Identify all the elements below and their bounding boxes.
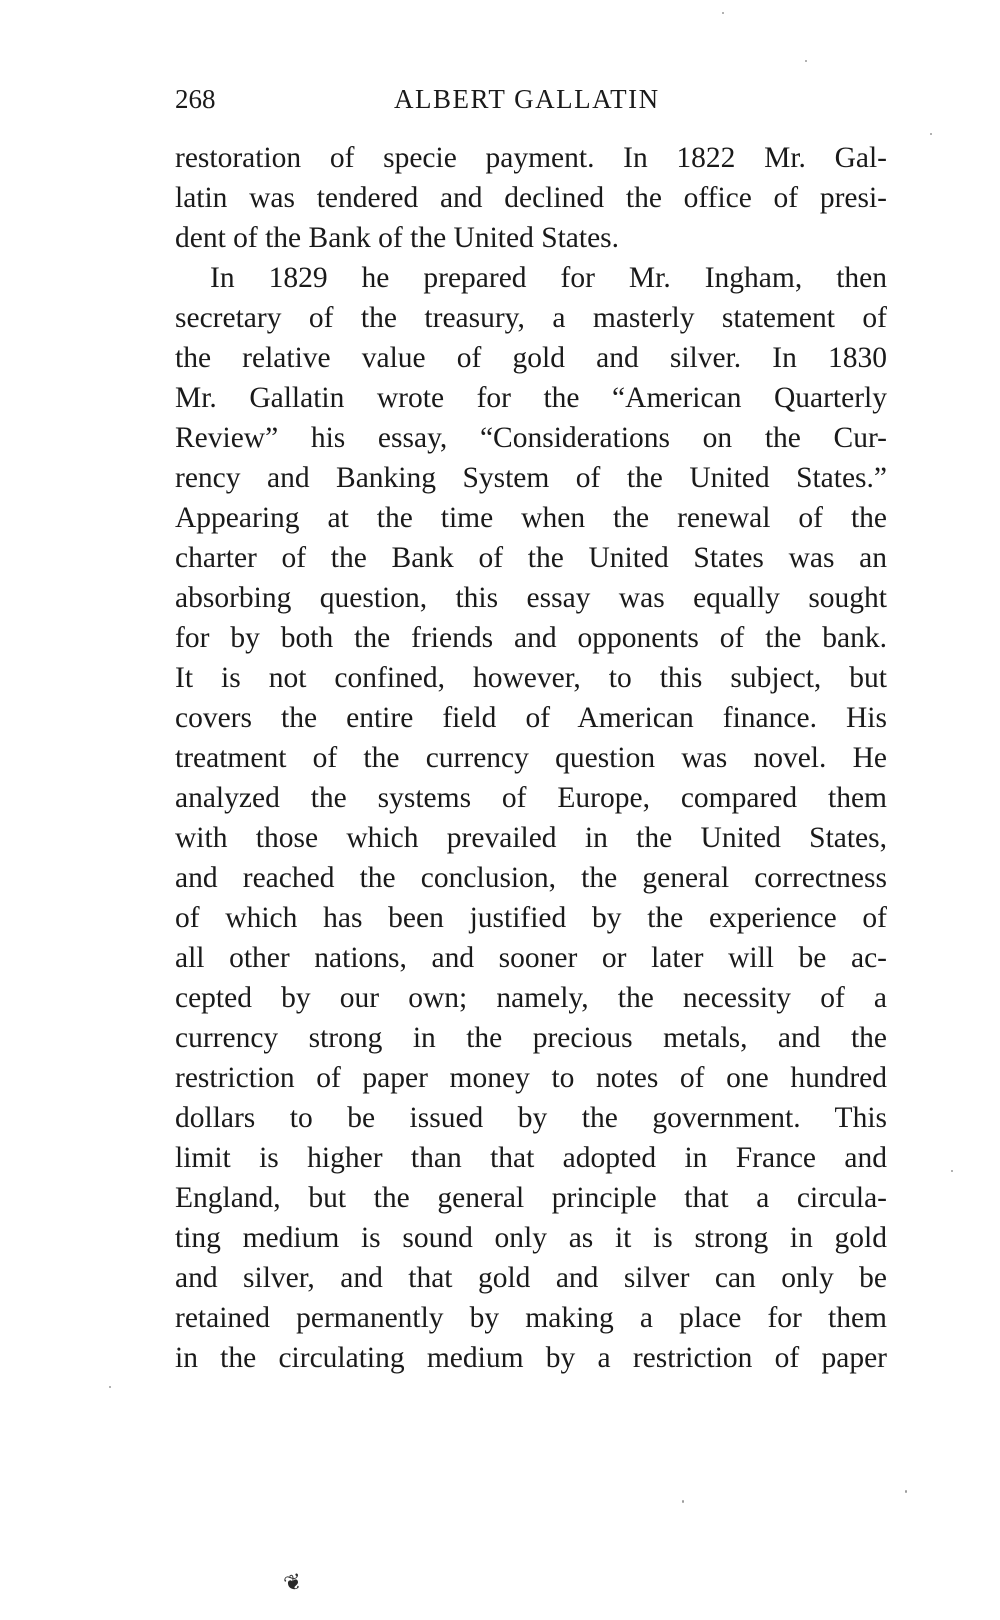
text-line: in the circulating medium by a restriction of paper (175, 1342, 887, 1374)
text-line: rency and Banking System of the United States.” (175, 462, 887, 494)
body-text (175, 138, 887, 1378)
book-title: ALBERT GALLATIN (394, 84, 660, 114)
scan-speck (682, 1500, 684, 1503)
text-line: treatment of the currency question was novel. He (175, 742, 887, 774)
text-line: for by both the friends and opponents of the bank. (175, 622, 887, 654)
text-line: limit is higher than that adopted in France and (175, 1142, 887, 1174)
text-line: restriction of paper money to notes of one hundred (175, 1062, 887, 1094)
page-number: 268 (175, 84, 216, 114)
text-line: and silver, and that gold and silver can only be (175, 1262, 887, 1294)
text-line: analyzed the systems of Europe, compared them (175, 782, 887, 814)
text-line: In 1829 he prepared for Mr. Ingham, then (210, 262, 887, 294)
scan-speck (951, 1170, 953, 1172)
text-line: of which has been justified by the experience of (175, 902, 887, 934)
text-line: Appearing at the time when the renewal of the (175, 502, 887, 534)
text-line: secretary of the treasury, a masterly statement of (175, 302, 887, 334)
scan-speck (905, 1490, 907, 1493)
text-line: restoration of specie payment. In 1822 Mr. Gal- (175, 142, 887, 174)
text-line: covers the entire field of American finance. His (175, 702, 887, 734)
text-line: and reached the conclusion, the general correctness (175, 862, 887, 894)
text-line: all other nations, and sooner or later will be ac- (175, 942, 887, 974)
text-line: currency strong in the precious metals, and the (175, 1022, 887, 1054)
running-head (175, 84, 887, 120)
text-line: Review” his essay, “Considerations on the Cur- (175, 422, 887, 454)
text-line: absorbing question, this essay was equally sought (175, 582, 887, 614)
text-line: charter of the Bank of the United States was an (175, 542, 887, 574)
text-line: Mr. Gallatin wrote for the “American Quarterly (175, 382, 887, 414)
text-line: retained permanently by making a place for them (175, 1302, 887, 1334)
text-line: dent of the Bank of the United States. (175, 222, 620, 254)
text-line: latin was tendered and declined the office of presi- (175, 182, 887, 214)
scan-speck (109, 1386, 111, 1388)
text-line: England, but the general principle that a circula- (175, 1182, 887, 1214)
text-line: with those which prevailed in the United States, (175, 822, 887, 854)
ornament-mark: ❦ (280, 1568, 306, 1597)
text-line: It is not confined, however, to this subject, but (175, 662, 887, 694)
scan-speck (805, 60, 807, 62)
scan-speck (722, 12, 724, 14)
text-line: the relative value of gold and silver. In 1830 (175, 342, 887, 374)
text-line: cepted by our own; namely, the necessity of a (175, 982, 887, 1014)
scan-speck (930, 133, 932, 135)
text-line: dollars to be issued by the government. This (175, 1102, 887, 1134)
text-line: ting medium is sound only as it is strong in gold (175, 1222, 887, 1254)
